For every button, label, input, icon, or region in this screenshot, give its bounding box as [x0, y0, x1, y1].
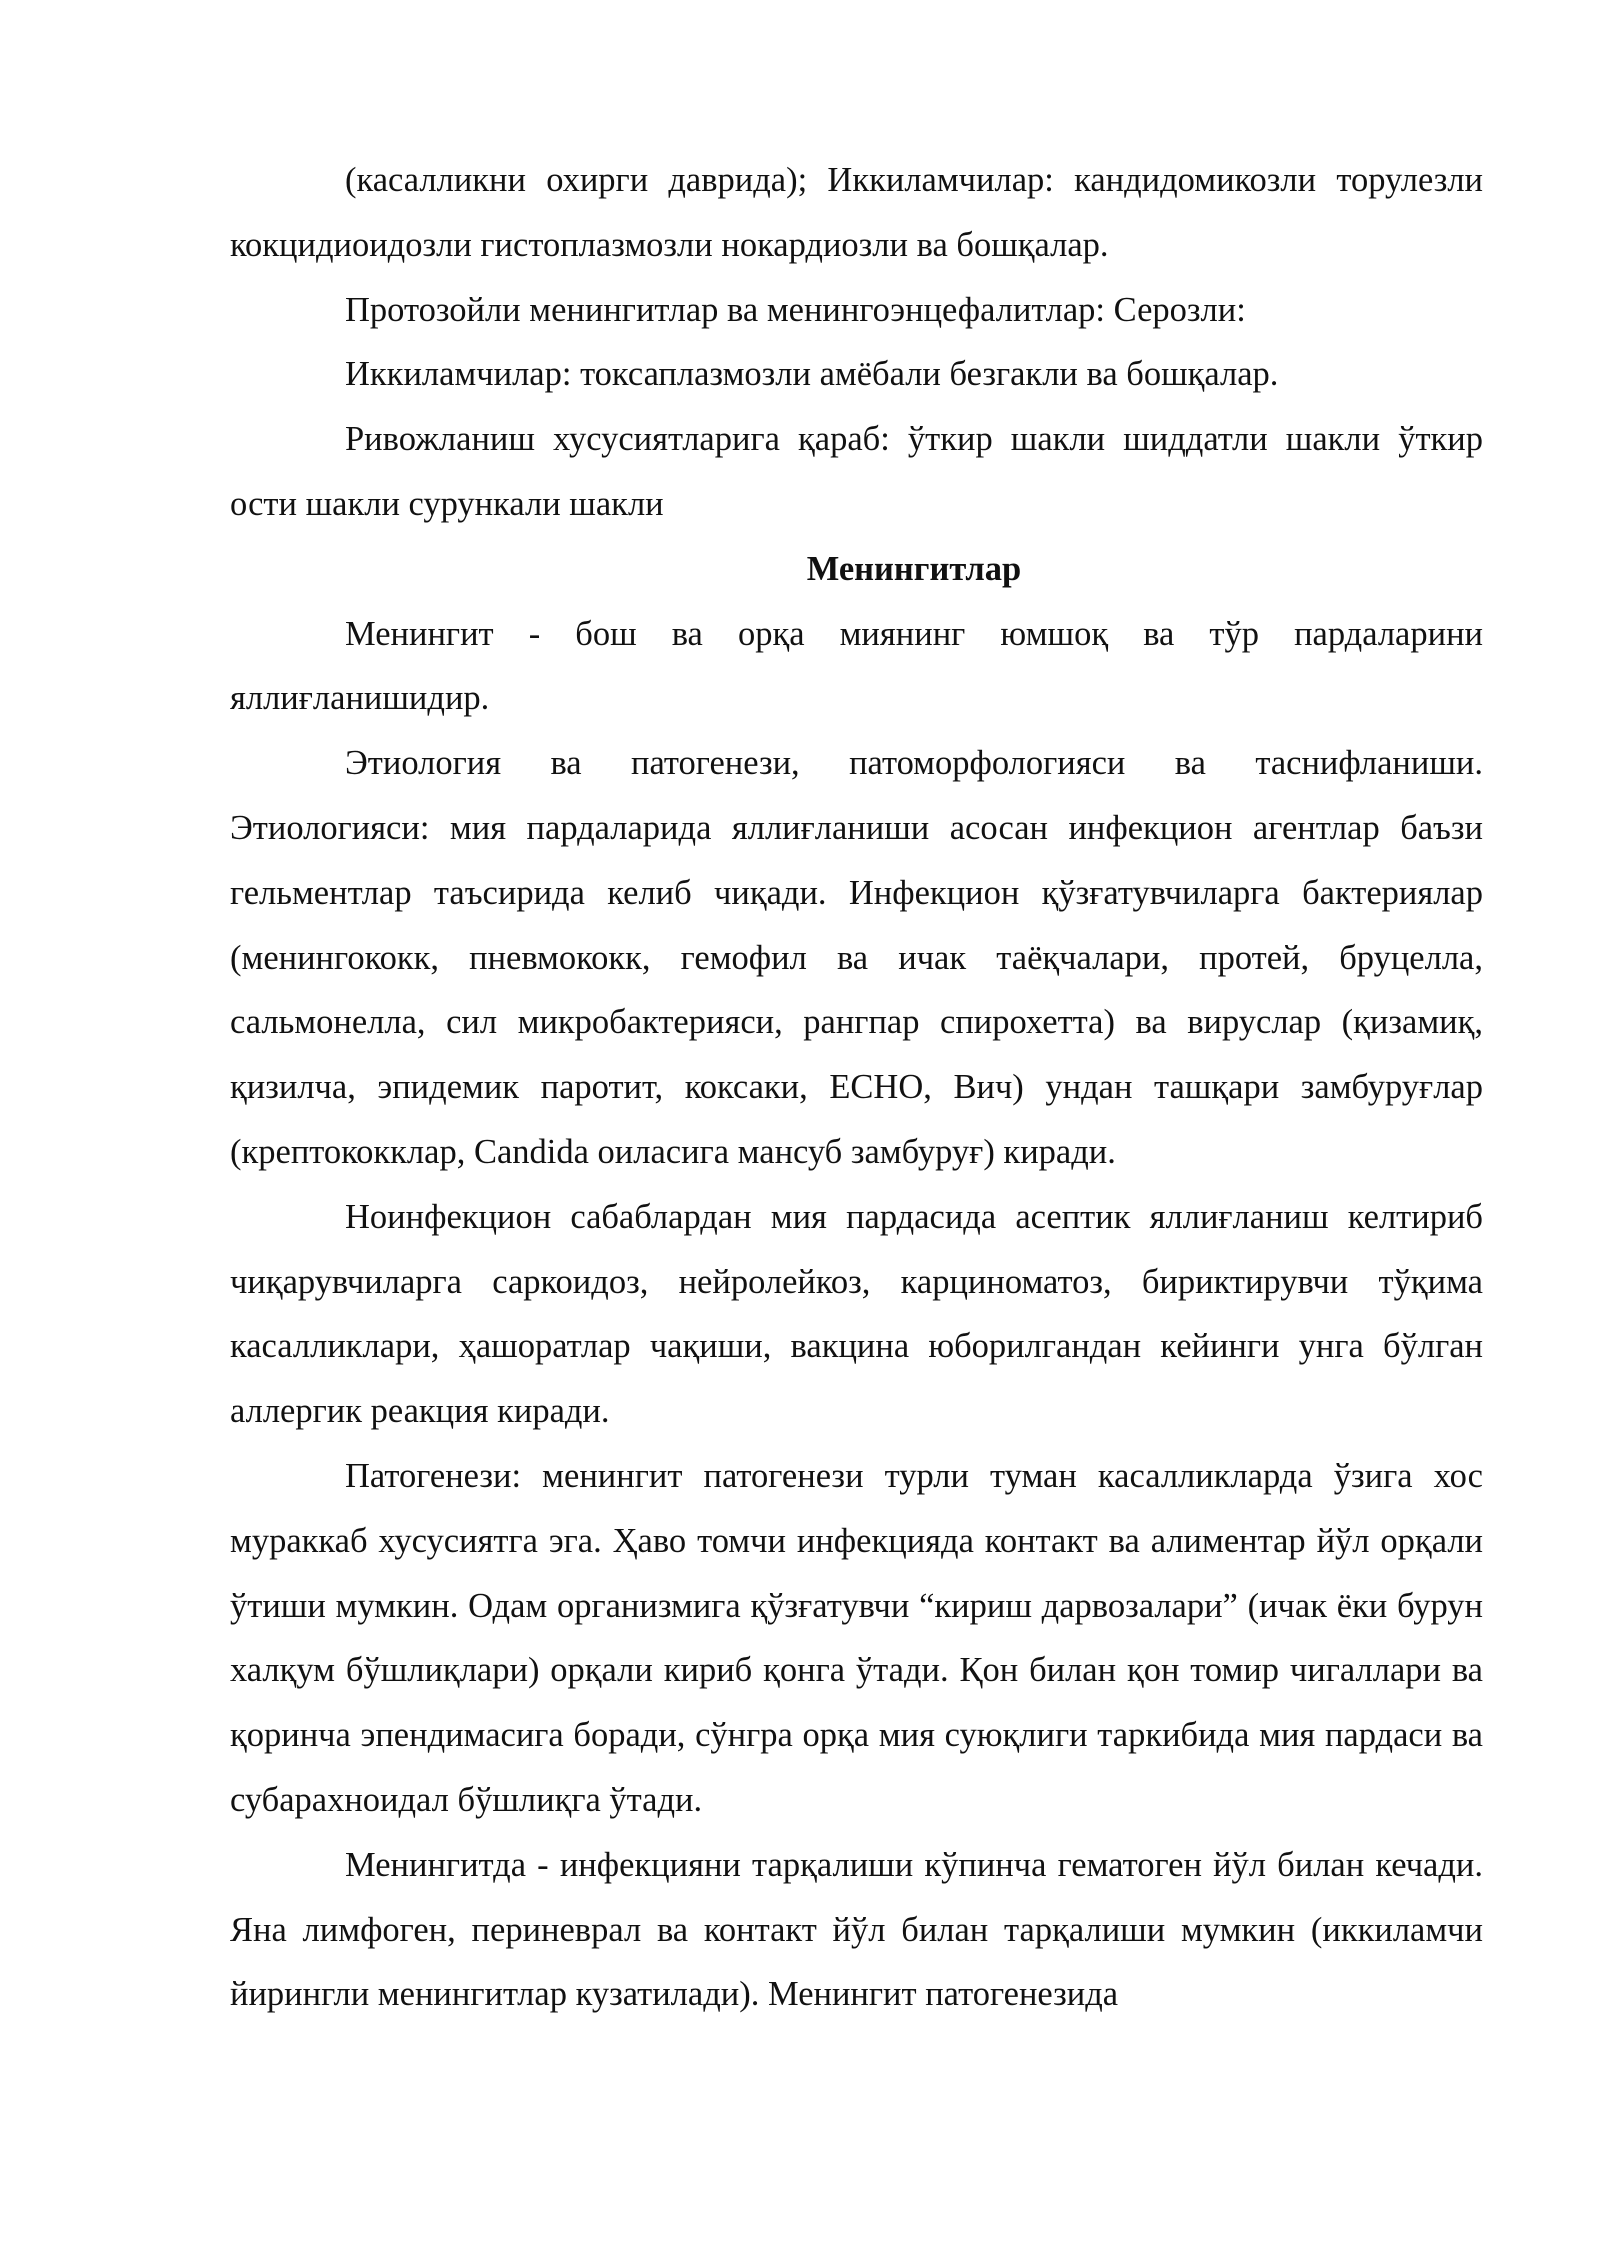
- paragraph-spread: Менингитда - инфекцияни тарқалиши кўпинча гематоген йўл билан кечади. Яна лимфоген, периневрал ва контакт йўл билан тарқалиши мумкин (иккиламчи йирингли менингитлар кузатилади). Менингит патогенезида: [230, 1845, 1483, 2014]
- paragraph-etiology: Этиология ва патогенези, патоморфологияси ва таснифланиши. Этиологияси: мия пардаларида яллиғланиши асосан инфекцион агентлар баъзи гельментлар таъсирида келиб чиқади. Инфекцион қўзғатувчиларга бактериялар (менингококк, пневмококк, гемофил ва ичак таёқчалари, протей, бруцелла, сальмонелла, сил микробактерияси, рангпар спирохетта) ва вируслар (қизамиқ, қизилча, эпидемик паротит, коксаки, ЕСНО, Вич) ундан ташқари замбуруғлар (крептококклар, Candida оиласига мансуб замбуруғ) киради.: [230, 744, 1483, 1171]
- paragraph-pathogenesis: Патогенези: менингит патогенези турли туман касалликларда ўзига хос мураккаб хусусиятга эга. Ҳаво томчи инфекцияда контакт ва алиментар йўл орқали ўтиши мумкин. Одам организмига қўзғатувчи “кириш дарвозалари” (ичак ёки бурун халқум бўшлиқлари) орқали кириб қонга ўтади. Қон билан қон томир чигаллари ва қоринча эпендимасига боради, сўнгра орқа мия суюқлиги таркибида мия пардаси ва субарахноидал бўшлиқга ўтади.: [230, 1456, 1483, 1819]
- paragraph-development-forms: Ривожланиш хусусиятларига қараб: ўткир шакли шиддатли шакли ўткир ости шакли сурункали шакли: [230, 420, 1483, 523]
- paragraph-secondary-protozoal: Иккиламчилар: токсаплазмозли амёбали безгакли ва бошқалар.: [345, 355, 1279, 394]
- paragraph-definition: Менингит - бош ва орқа миянинг юмшоқ ва тўр пардаларини яллиғланишидир.: [230, 614, 1483, 718]
- section-heading: Менингитлар: [806, 549, 1022, 588]
- document-page: [230, 148, 1483, 2027]
- paragraph-noninfectious: Ноинфекцион сабаблардан мия пардасида асептик яллиғланиш келтириб чиқарувчиларга саркоидоз, нейролейкоз, карциноматоз, бириктирувчи тўқима касалликлари, ҳашоратлар чақиши, вакцина юборилгандан кейинги унга бўлган аллергик реакция киради.: [230, 1197, 1483, 1431]
- paragraph-protozoal: Протозойли менингитлар ва менингоэнцефалитлар: Серозли:: [345, 290, 1246, 329]
- paragraph-classification-secondary: (касалликни охирги даврида); Иккиламчилар: кандидомикозли торулезли кокцидиоидозли гистоплазмозли нокардиозли ва бошқалар.: [230, 161, 1483, 264]
